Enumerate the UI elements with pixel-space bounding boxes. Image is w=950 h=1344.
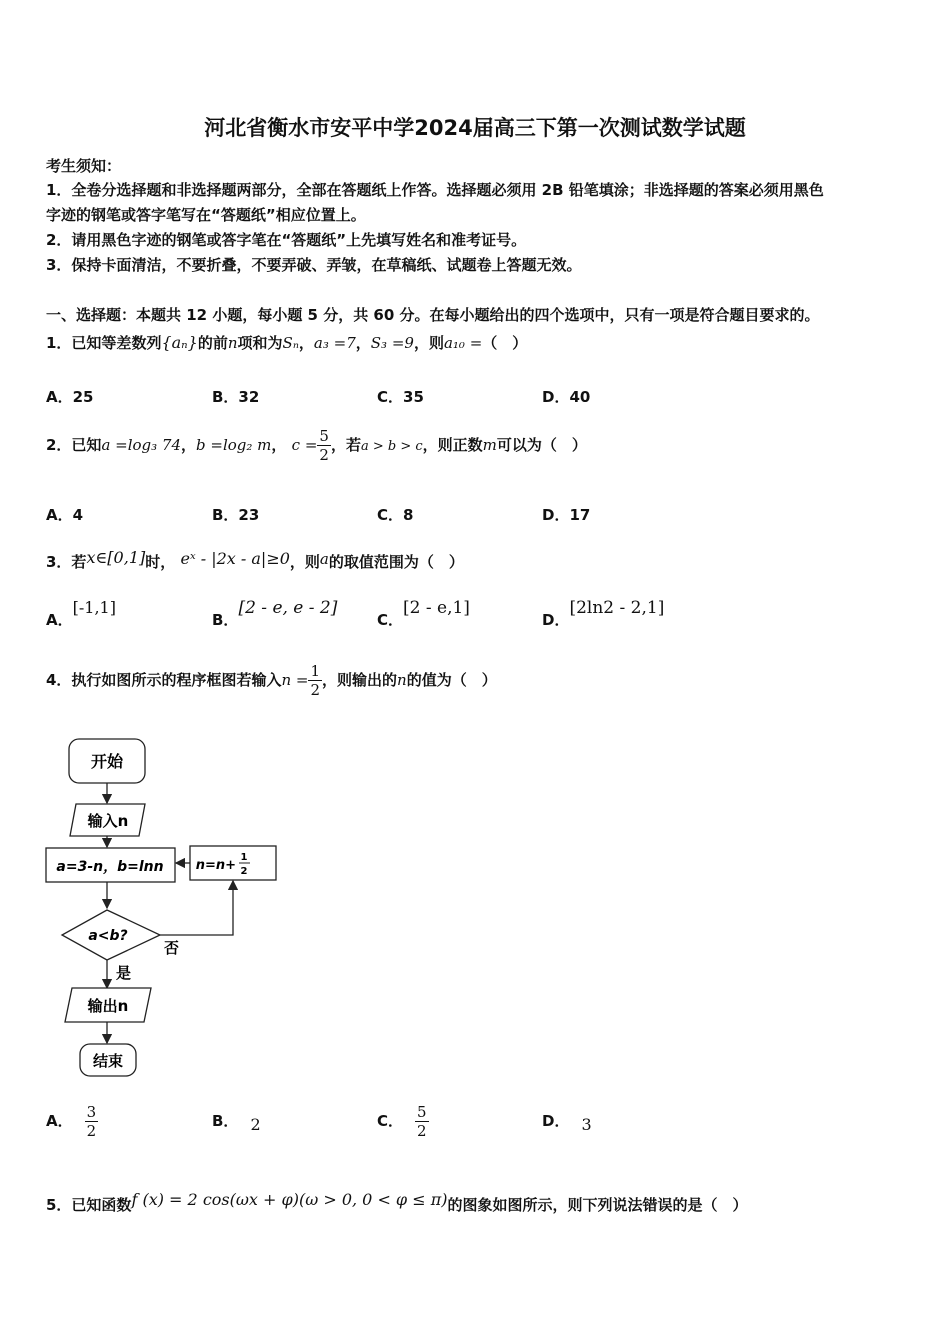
q4-a-fraction [85, 1103, 99, 1140]
q3-inequality: eˣ - |2x - a|≥0 [180, 549, 290, 568]
q4-option-c[interactable] [377, 1098, 429, 1144]
q2-prefix: 2．已知 [46, 436, 102, 454]
q5-end: 的图象如图所示，则下列说法错误的是（ ） [447, 1196, 748, 1214]
q3-c-value: [2 - e,1] [403, 598, 470, 618]
q4-c-num: 5 [417, 1103, 427, 1121]
question-5 [46, 1180, 747, 1220]
q4-n-den: 2 [310, 681, 320, 699]
q1-mid1: 的前 [197, 334, 228, 352]
q3-d-label: D． [542, 611, 570, 629]
q1-Sn: Sₙ [282, 334, 299, 352]
flow-start-label: 开始 [90, 752, 124, 771]
flow-assign-label: a=3-n，b=lnn [56, 859, 164, 875]
q2-if: ，若 [330, 436, 361, 454]
page-title: 河北省衡水市安平中学2024届高三下第一次测试数学试题 [204, 116, 746, 140]
q2-c-num: 5 [319, 427, 329, 445]
q2-comma-1: ， [181, 436, 197, 454]
q4-a-num: 3 [86, 1103, 97, 1121]
q1-sequence: {aₙ} [161, 333, 198, 352]
q3-option-b[interactable] [212, 597, 337, 630]
q2-c-left: c = [291, 436, 318, 454]
q1-option-d[interactable]: D．40 [542, 388, 591, 406]
section-heading: 一、选择题：本题共 12 小题，每小题 5 分，共 60 分。在每小题给出的四个选项中，只有一项是符合题目要求的。 [46, 306, 820, 324]
q5-prefix: 5．已知函数 [46, 1196, 132, 1214]
flow-update-prefix: n=n+ [195, 858, 236, 873]
flow-output-label: 输出n [87, 997, 129, 1015]
q4-n-num: 1 [310, 662, 320, 680]
flow-update-num: 1 [240, 852, 248, 863]
flowchart [40, 730, 290, 1090]
q1-comma-2: ， [355, 334, 371, 352]
flow-no-label: 否 [164, 939, 180, 957]
q4-n-left: n = [281, 671, 309, 689]
notice-line-2: 2．请用黑色字迹的钢笔或答字笔在“答题纸”上先填写姓名和准考证号。 [46, 231, 527, 249]
q3-option-d[interactable] [542, 597, 664, 630]
q1-option-c[interactable]: C．35 [377, 388, 424, 406]
q4-c-label: C． [377, 1112, 404, 1130]
q1-a3: a₃ =7 [313, 334, 356, 352]
q1-n: n [227, 334, 238, 352]
q3-a: a [319, 550, 329, 568]
q2-option-d[interactable]: D．17 [542, 506, 591, 524]
q2-option-c[interactable]: C．8 [377, 506, 414, 524]
q1-option-b[interactable]: B．32 [212, 388, 260, 406]
q1-S3: S₃ =9 [370, 334, 414, 352]
q4-d-label: D． [542, 1112, 570, 1130]
flow-decision-label: a<b? [88, 928, 128, 944]
q3-then: ，则 [289, 553, 320, 571]
q2-option-a[interactable]: A．4 [46, 506, 84, 524]
question-3 [46, 540, 464, 576]
q2-condition: a > b > c [360, 439, 423, 454]
q2-a: a =log₃ 74 [101, 436, 182, 454]
q4-d-value: 3 [581, 1115, 592, 1134]
q3-b-value: [2 - e, e - 2] [238, 598, 338, 618]
q1-option-a[interactable]: A．25 [46, 388, 94, 406]
q5-function: f (x) = 2 cos(ωx + φ)(ω > 0, 0 < φ ≤ π) [131, 1190, 448, 1209]
notice-line-1a: 1．全卷分选择题和非选择题两部分，全部在答题纸上作答。选择题必须用 2B 铅笔填涂；非选择题的答案必须用黑色 [46, 181, 824, 199]
q2-m: m [482, 436, 497, 454]
q4-b-value: 2 [250, 1115, 261, 1134]
q3-when: 时， [145, 553, 176, 571]
q1-mid2: 项和为 [237, 334, 283, 352]
q3-b-label: B． [212, 611, 239, 629]
q1-prefix: 1．已知等差数列 [46, 334, 162, 352]
notice-heading: 考生须知： [46, 157, 122, 175]
q4-option-b[interactable] [212, 1098, 261, 1144]
q2-c-fraction [317, 427, 331, 464]
q2-tail: ，则正数 [422, 436, 483, 454]
q4-option-d[interactable] [542, 1098, 592, 1144]
q2-b: b =log₂ m [196, 436, 272, 454]
q3-a-value: [-1,1] [72, 598, 116, 617]
question-4 [46, 655, 497, 705]
q3-c-label: C． [377, 611, 404, 629]
flow-input-label: 输入n [87, 812, 129, 830]
q4-option-a[interactable] [46, 1098, 98, 1144]
q2-end: 可以为（ ） [496, 436, 587, 454]
flow-yes-label: 是 [116, 964, 132, 982]
q2-option-b[interactable]: B．23 [212, 506, 260, 524]
q3-a-label: A． [46, 611, 73, 629]
q4-c-den: 2 [417, 1122, 427, 1140]
q4-a-label: A． [46, 1112, 73, 1130]
question-1 [46, 332, 527, 353]
q4-prefix: 4．执行如图所示的程序框图若输入 [46, 671, 282, 689]
q4-end: 的值为（ ） [406, 671, 497, 689]
q1-a10: a₁₀ = [443, 334, 483, 352]
q1-comma-1: ， [298, 334, 314, 352]
q4-mid: ，则输出的 [322, 671, 398, 689]
flow-update-den: 2 [240, 866, 248, 877]
q1-comma-3: ，则 [413, 334, 444, 352]
flow-arrow-no [160, 881, 233, 935]
q2-c-den: 2 [319, 446, 329, 464]
q3-option-c[interactable] [377, 597, 470, 630]
notice-line-3: 3．保持卡面清洁，不要折叠，不要弄破、弄皱，在草稿纸、试题卷上答题无效。 [46, 256, 582, 274]
q4-c-fraction [415, 1103, 429, 1140]
q3-prefix: 3．若 [46, 553, 87, 571]
flow-end-label: 结束 [92, 1052, 124, 1070]
q3-d-value: [2ln2 - 2,1] [569, 598, 665, 618]
q4-a-den: 2 [86, 1122, 97, 1140]
notice-line-1b: 字迹的钢笔或答字笔写在“答题纸”相应位置上。 [46, 206, 366, 224]
q4-n-fraction [308, 662, 322, 699]
q3-x-range: x∈[0,1] [86, 548, 146, 567]
question-2 [46, 420, 587, 470]
q4-b-label: B． [212, 1112, 239, 1130]
q4-n: n [397, 671, 407, 689]
q2-comma-2: ， [271, 436, 287, 454]
q3-option-a[interactable] [46, 597, 116, 630]
q3-end: 的取值范围为（ ） [328, 553, 464, 571]
q1-blank: （ ） [482, 334, 528, 352]
